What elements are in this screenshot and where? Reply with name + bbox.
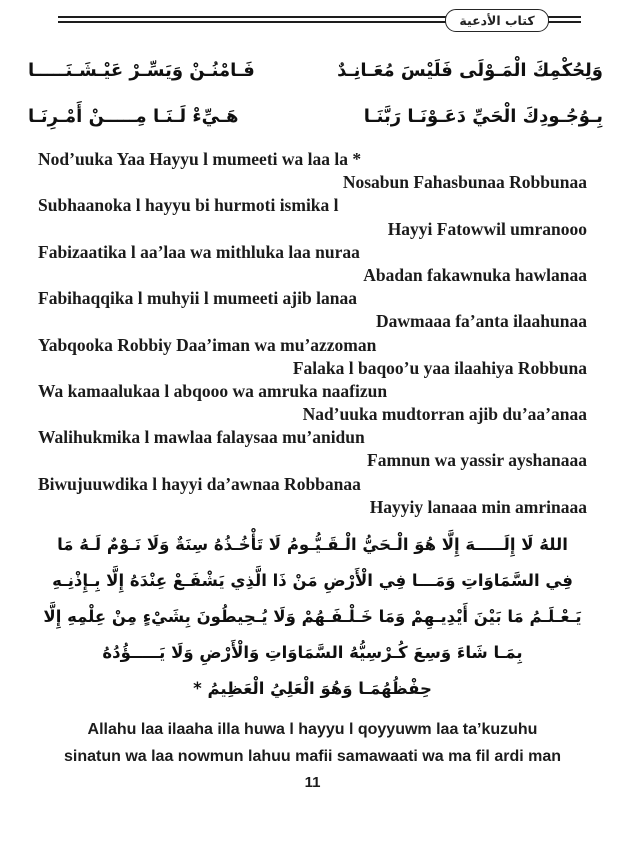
transliteration-line: Yabqooka Robbiy Daa’iman wa mu’azzoman xyxy=(38,334,377,355)
transliteration-line: Fabizaatika l aa’laa wa mithluka laa nuraa xyxy=(38,241,360,262)
transliteration-line: Nad’uuka mudtorran ajib du’aa’anaa xyxy=(302,404,587,425)
verse-hemistich-first: وَلِحُكْمِكَ الْمَـوْلَى فَلَيْسَ مُعَـانِـدٌ xyxy=(337,59,603,81)
transliteration-line: Walihukmika l mawlaa falaysaa mu’anidun xyxy=(38,427,365,448)
transliteration-line: Subhaanoka l hayyu bi hurmoti ismika l xyxy=(38,195,339,216)
transliteration-block xyxy=(38,148,587,519)
transliteration-line: Dawmaaa fa’anta ilaahunaa xyxy=(376,311,587,332)
verse-hemistich-first: بِـوُجُـودِكَ الْحَيِّ دَعَـوْنَـا رَبَّنَـا xyxy=(363,105,603,127)
transliteration-line: Biwujuuwdika l hayyi da’awnaa Robbanaa xyxy=(38,473,361,494)
ayah-line: حِفْظُهُمَـا وَهُوَ الْعَلِيُ الْعَظِيمُ * xyxy=(193,679,432,698)
transliteration-line: Nod’uuka Yaa Hayyu l mumeeti wa laa la * xyxy=(38,149,362,169)
book-page xyxy=(0,13,625,841)
transliteration-line: Famnun wa yassir ayshanaaa xyxy=(367,450,587,471)
bold-transliteration-line: Allahu laa ilaaha illa huwa l hayyu l qoyyuwm laa ta’kuzuhu xyxy=(87,721,538,738)
arabic-poem xyxy=(28,47,603,139)
header-double-rule xyxy=(58,13,581,28)
ayah-line: اللهُ لَا إِلَـــــهَ إِلَّا هُوَ الْـحَيُّ الْـقَـيُّـومُ لَا تَأْخُـذُهُ سِنَةٌ وَلَا نَـوْمٌ لَـهُ مَا xyxy=(57,535,568,554)
transliteration-line: Fabihaqqika l muhyii l mumeeti ajib lanaa xyxy=(38,288,357,309)
arabic-verse-line xyxy=(28,47,603,93)
ayat-al-kursi-block xyxy=(38,527,587,707)
chapter-title-cartouche xyxy=(445,9,549,32)
transliteration-line: Hayyi Fatowwil umranooo xyxy=(387,218,587,239)
bold-transliteration-block xyxy=(30,716,595,770)
transliteration-line: Wa kamaalukaa l abqooo wa amruka naafizun xyxy=(38,380,388,401)
transliteration-line: Hayyiy lanaaa min amrinaaa xyxy=(369,496,587,517)
page-number: 11 xyxy=(304,774,321,791)
ayah-line: بِمَـا شَاءَ وَسِعَ كُـرْسِيُّهُ السَّمَاوَاتِ وَالْأَرْضِ وَلَا يَـــــؤُدُهُ xyxy=(102,643,523,662)
verse-hemistich-second: هَـيِّءْ لَـنَـا مِـــــنْ أَمْـرِنَـا xyxy=(28,105,239,127)
transliteration-line: Falaka l baqoo’u yaa ilaahiya Robbuna xyxy=(292,357,587,378)
arabic-verse-line xyxy=(28,93,603,139)
chapter-title: كتاب الأدعية xyxy=(459,13,535,28)
transliteration-line: Abadan fakawnuka hawlanaa xyxy=(363,264,587,285)
bold-transliteration-line: sinatun wa laa nowmun lahuu mafii samawaati wa ma fil ardi man xyxy=(63,748,561,765)
transliteration-line: Nosabun Fahasbunaa Robbunaa xyxy=(342,172,587,193)
ayah-line: يَـعْـلَـمُ مَا بَيْنَ أَيْدِيـهِمْ وَمَا خَـلْـفَـهُمْ وَلَا يُـحِيطُونَ بِشَيْءٍ مِنْ عِلْمِهِ إِلَّا xyxy=(43,607,582,626)
verse-hemistich-second: فَـامْنُـنْ وَيَسِّـرْ عَيْـشَـنَـــــا xyxy=(28,59,255,81)
ayah-line: فِي السَّمَاوَاتِ وَمَـــا فِي الْأَرْضِ مَنْ ذَا الَّذِي يَشْفَـعْ عِنْدَهُ إِلَّا بِـإِذْنِـهِ xyxy=(52,571,573,590)
